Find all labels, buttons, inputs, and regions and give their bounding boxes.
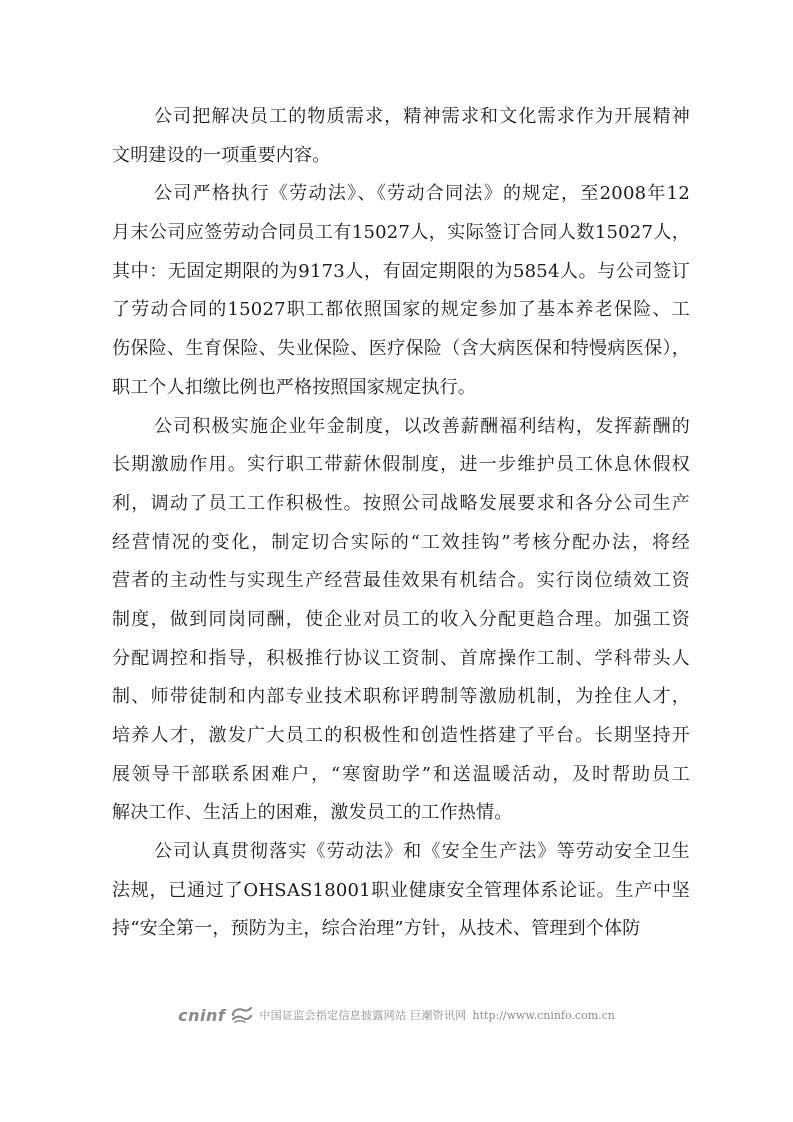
text-line: 法规，已通过了OHSAS18001职业健康安全管理体系论证。生产中坚 (112, 879, 690, 901)
text-line: 解决工作、生活上的困难，激发员工的工作热情。 (112, 802, 513, 824)
cninfo-swirl-icon (231, 1006, 253, 1024)
page-footer (0, 1000, 793, 1030)
footer-site-text: 中国证监会指定信息披露网站 巨潮资讯网 (259, 1009, 467, 1022)
text-line: 伤保险、生育保险、失业保险、医疗保险（含大病医保和特慢病医保）， (112, 338, 690, 360)
text-line: 文明建设的一项重要内容。 (112, 144, 331, 166)
text-line: 利，调动了员工工作积极性。按照公司战略发展要求和各分公司生产 (112, 492, 690, 514)
text-line: 了劳动合同的15027职工都依照国家的规定参加了基本养老保险、工 (112, 299, 690, 321)
text-line: 展领导干部联系困难户，“寒窗助学”和送温暖活动，及时帮助员工 (112, 763, 690, 785)
text-line: 其中：无固定期限的为9173人，有固定期限的为5854人。与公司签订 (112, 260, 690, 282)
text-line: 长期激励作用。实行职工带薪休假制度，进一步维护员工休息休假权 (112, 454, 690, 476)
text-line: 公司严格执行《劳动法》、《劳动合同法》的规定，至2008年12 (154, 183, 690, 205)
text-line: 月末公司应签劳动合同员工有15027人，实际签订合同人数15027人， (112, 222, 690, 244)
text-line: 制、师带徒制和内部专业技术职称评聘制等激励机制，为拴住人才， (112, 686, 690, 708)
text-line: 营者的主动性与实现生产经营最佳效果有机结合。实行岗位绩效工资 (112, 570, 690, 592)
footer-brand: cninf (178, 1005, 226, 1025)
text-line: 持“安全第一，预防为主，综合治理”方针，从技术、管理到个体防 (112, 918, 641, 940)
footer-url: http://www.cninfo.com.cn (472, 1008, 615, 1022)
text-line: 公司积极实施企业年金制度，以改善薪酬福利结构，发挥薪酬的 (154, 415, 690, 437)
text-line: 经营情况的变化，制定切合实际的“工效挂钩”考核分配办法，将经 (112, 531, 690, 553)
text-line: 职工个人扣缴比例也严格按照国家规定执行。 (112, 376, 476, 398)
text-line: 培养人才，激发广大员工的积极性和创造性搭建了平台。长期坚持开 (112, 725, 690, 746)
text-line: 公司认真贯彻落实《劳动法》和《安全生产法》等劳动安全卫生 (154, 841, 690, 863)
text-line: 分配调控和指导，积极推行协议工资制、首席操作工制、学科带头人 (112, 647, 690, 669)
text-line: 公司把解决员工的物质需求，精神需求和文化需求作为开展精神 (154, 106, 690, 127)
body-text (112, 98, 690, 949)
text-line: 制度，做到同岗同酬，使企业对员工的收入分配更趋合理。加强工资 (112, 608, 690, 630)
